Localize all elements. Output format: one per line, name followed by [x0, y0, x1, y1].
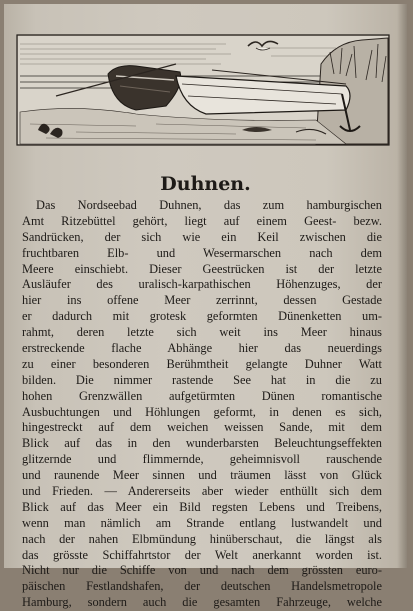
text-line: und raunende Meer sinnen und träumen lässt von Glück	[22, 468, 382, 483]
text-line: das grösste Schiffahrtstor der Welt anerkannt worden ist.	[22, 547, 382, 562]
text-line: Nicht nur die Schiffe von und nach dem grössten euro-	[22, 563, 382, 578]
page-title: Duhnen.	[160, 173, 251, 195]
text-line: wenn man nämlich am Strande entlang lustwandelt und	[22, 515, 382, 530]
text-line: und Frieden. — Andererseits aber wieder enthüllt sich dem	[22, 484, 382, 499]
text-line: hohen Grenzwällen aufgetürmten Dünen romantische	[22, 388, 382, 403]
text-line: fruchtbaren Elb- und Wesermarschen nach dem	[22, 245, 382, 260]
text-line: päischen Festlandshafen, der deutschen Handelsmetropole	[22, 579, 382, 594]
text-line: Blick auf das Meer ein Bild regsten Lebens und Treibens,	[22, 499, 382, 514]
text-line: Amt Ritzebüttel gehört, liegt auf einem Geest- bezw.	[22, 213, 382, 228]
text-line: Meere einschiebt. Dieser Geestrücken ist der letzte	[22, 261, 382, 276]
text-line: hier ins offene Meer zerrinnt, dessen Gestade	[22, 293, 382, 308]
text-line: Sandrücken, der sich wie ein Keil zwischen die	[22, 229, 382, 244]
text-line: bilden. Die nimmer rastende See hat in die zu	[22, 372, 382, 387]
page-spine-shadow	[397, 4, 407, 568]
text-line: Ausbuchtungen und Höhlungen geformt, in denen es sich,	[22, 404, 382, 419]
text-line: er dadurch mit grotesk geformten Dünenketten um-	[22, 309, 382, 324]
text-line: erstreckende flache Abhänge hier das neuerdings	[22, 341, 382, 356]
text-line: glitzernde und flimmernde, geheimnisvoll rauschende	[22, 452, 382, 467]
text-line: Das Nordseebad Duhnen, das zum hamburgischen	[36, 198, 382, 212]
text-line: hingestreckt auf dem weichen weissen Sande, mit dem	[22, 420, 382, 435]
text-line: Ausläufer des uralisch-karpathischen Höhenzuges, der	[22, 277, 382, 292]
text-line: zu einer besonderen Berühmtheit gelangte Duhner Watt	[22, 356, 382, 371]
body-text	[22, 198, 382, 611]
text-line: nach der nahen Elbmündung hinüberschaut, die längst als	[22, 531, 382, 546]
header-illustration-boats-on-beach	[16, 34, 390, 146]
text-line: Hamburg, sondern auch die gesamten Fahrzeuge, welche	[22, 595, 382, 610]
text-line: Blick auf das in den wunderbarsten Beleuchtungseffekten	[22, 436, 382, 451]
text-line: rahmt, deren letzte sich weit ins Meer hinaus	[22, 325, 382, 340]
book-page	[4, 4, 407, 610]
